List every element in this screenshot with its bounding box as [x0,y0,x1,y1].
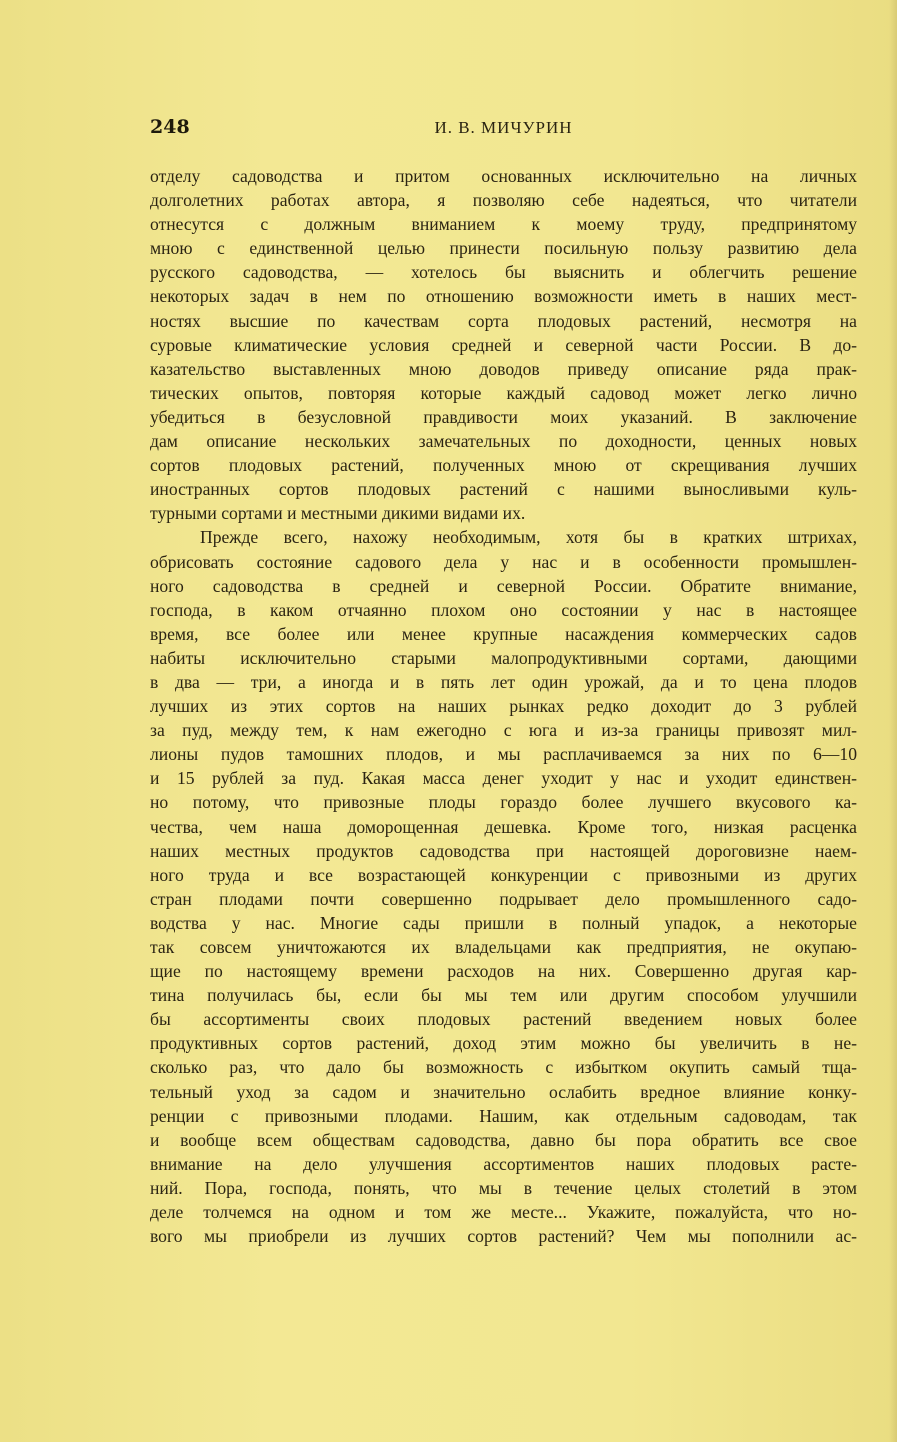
text-line: некоторых задач в нем по отношению возможности иметь в наших мест- [150,286,857,307]
text-line: лионы пудов тамошних плодов, и мы расплачиваемся за них по 6—10 [150,744,857,765]
text-line: вого мы приобрели из лучших сортов растений? Чем мы пополнили ас- [150,1226,857,1247]
text-line: водства у нас. Многие сады пришли в полный упадок, а некоторые [150,912,857,933]
text-line: лучших из этих сортов на наших рынках редко доходит до 3 рублей [150,696,857,717]
text-line: отделу садоводства и притом основанных исключительно на личных [150,166,857,186]
text-line: суровые климатические условия средней и северной части России. В до- [150,334,857,355]
text-line: и 15 рублей за пуд. Какая масса денег уходит у нас и уходит единствен- [150,768,857,789]
text-line: внимание на дело улучшения ассортиментов наших плодовых расте- [150,1153,857,1174]
text-line: убедиться в безусловной правдивости моих указаний. В заключение [150,406,857,427]
text-line: продуктивных сортов растений, доход этим можно бы увеличить в не- [150,1033,857,1054]
page-header [150,116,857,142]
text-line: стран плодами почти совершенно подрывает дело промышленного садо- [150,888,857,909]
text-line: за пуд, между тем, к нам ежегодно с юга и из-за границы привозят мил- [150,720,857,741]
text-line: ний. Пора, господа, понять, что мы в течение целых столетий в этом [150,1177,857,1198]
text-line: сортов плодовых растений, полученных мною от скрещивания лучших [150,455,857,476]
text-line: и вообще всем обществам садоводства, давно бы пора обратить все свое [150,1129,857,1150]
text-line: но потому, что привозные плоды гораздо более лучшего вкусового ка- [150,792,857,813]
text-line: мною с единственной целью принести посильную пользу развитию дела [150,238,857,259]
text-line: обрисовать состояние садового дела у нас и в особенности промышлен- [150,551,857,572]
text-line: так совсем уничтожаются их владельцами как предприятия, не окупаю- [150,937,857,957]
running-head: И. В. МИЧУРИН [434,118,573,137]
text-line: чества, чем наша доморощенная дешевка. Кроме того, низкая расценка [150,816,857,837]
text-line: в два — три, а иногда и в пять лет один урожай, да и то цена плодов [150,671,857,692]
text-line: наших местных продуктов садоводства при настоящей дороговизне наем- [150,840,857,861]
text-line: ностях высшие по качествам сорта плодовых растений, несмотря на [150,310,857,331]
text-line: деле толчемся на одном и том же месте... Укажите, пожалуйста, что но- [150,1202,857,1223]
text-line: ренции с привозными плодами. Нашим, как отдельным садоводам, так [150,1105,857,1126]
text-line: щие по настоящему времени расходов на них. Совершенно другая кар- [150,961,857,982]
text-line: Прежде всего, нахожу необходимым, хотя бы в кратких штрихах, [200,527,857,548]
text-line: ного труда и все возрастающей конкуренции с привозными из других [150,864,857,885]
text-line: долголетних работах автора, я позволяю себе надеяться, что читатели [150,190,857,211]
text-line: дам описание нескольких замечательных по доходности, ценных новых [150,431,857,452]
text-line: набиты исключительно старыми малопродуктивными сортами, дающими [150,647,857,668]
page-edge-shadow [889,0,897,1442]
text-line: турными сортами и местными дикими видами их. [150,503,526,524]
text-line: ного садоводства в средней и северной России. Обратите внимание, [150,575,857,596]
text-line: сколько раз, что дало бы возможность с избытком окупить самый тща- [150,1057,857,1078]
text-line: бы ассортименты своих плодовых растений введением новых более [150,1009,857,1030]
text-line: тельный уход за садом и значительно ослабить вредное влияние конку- [150,1081,857,1102]
text-line: тических опытов, повторяя которые каждый садовод может легко лично [150,382,857,403]
text-line: отнесутся с должным вниманием к моему труду, предпринятому [150,214,857,235]
body-text [150,164,857,1248]
text-line: время, все более или менее крупные насаждения коммерческих садов [150,623,857,644]
text-line: русского садоводства, — хотелось бы выяснить и облегчить решение [150,262,857,283]
text-line: иностранных сортов плодовых растений с нашими выносливыми куль- [150,479,857,500]
text-line: казательство выставленных мною доводов приведу описание ряда прак- [150,358,857,379]
text-line: тина получилась бы, если бы мы тем или другим способом улучшили [150,985,857,1006]
page-number: 248 [150,116,190,138]
text-line: господа, в каком отчаянно плохом оно состоянии у нас в настоящее [150,599,857,620]
